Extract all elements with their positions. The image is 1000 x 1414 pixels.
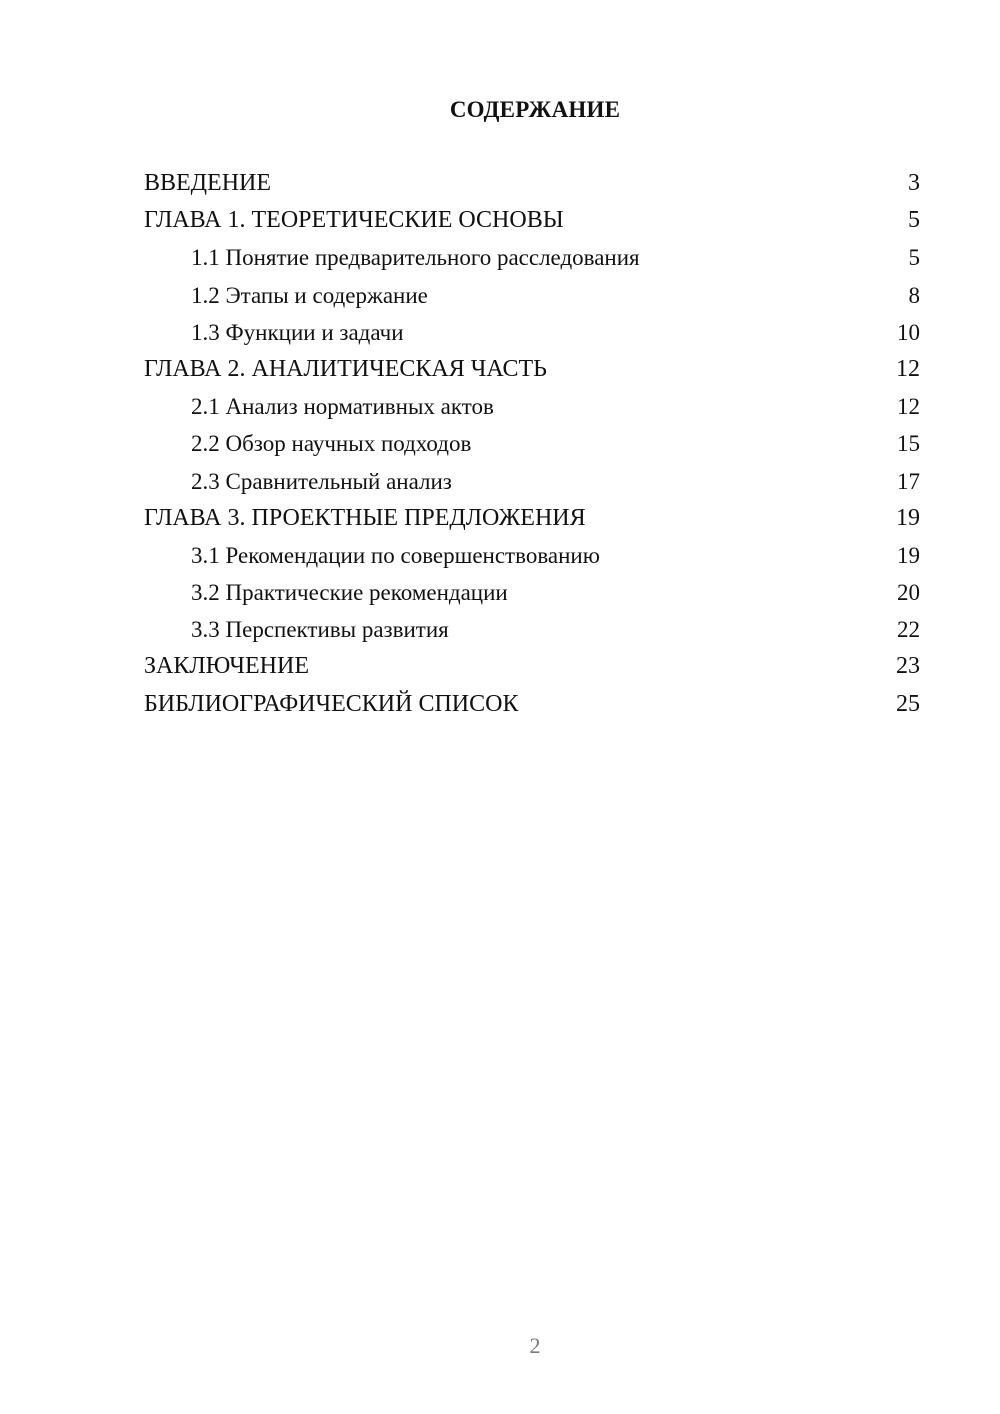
- toc-entry-label: 2.3 Сравнительный анализ: [191, 468, 452, 494]
- toc-entry-label: 1.3 Функции и задачи: [191, 319, 404, 345]
- toc-entry-chapter-3[interactable]: [144, 500, 920, 537]
- toc-title: СОДЕРЖАНИЕ: [449, 97, 621, 122]
- toc-entry-page: 22: [897, 617, 920, 643]
- toc-entry-section-1-1[interactable]: [144, 239, 920, 276]
- toc-entry-page: 3: [908, 170, 920, 196]
- toc-entry-label: ВВЕДЕНИЕ: [144, 170, 272, 196]
- toc-entry-page: 15: [897, 431, 920, 457]
- toc-entry-section-1-3[interactable]: [144, 314, 920, 351]
- toc-entry-label: 1.2 Этапы и содержание: [191, 282, 428, 308]
- page-number: 2: [529, 1333, 541, 1358]
- toc-entry-chapter-2[interactable]: [144, 351, 920, 388]
- toc-entry-section-3-1[interactable]: [144, 537, 920, 574]
- toc-entry-page: 25: [896, 690, 920, 717]
- toc-entry-label: 2.2 Обзор научных подходов: [191, 431, 472, 457]
- toc-entry-page: 10: [897, 319, 920, 345]
- toc-entry-label: 1.1 Понятие предварительного расследования: [191, 245, 640, 271]
- toc-entry-section-2-2[interactable]: [144, 425, 920, 462]
- toc-entry-label: 3.3 Перспективы развития: [191, 617, 449, 643]
- toc-entry-label: 3.1 Рекомендации по совершенствованию: [191, 542, 600, 568]
- toc-entry-label: БИБЛИОГРАФИЧЕСКИЙ СПИСОК: [144, 690, 519, 717]
- toc-entry-section-2-3[interactable]: [144, 463, 920, 500]
- toc-entry-page: 19: [897, 542, 920, 568]
- toc-entry-page: 23: [896, 653, 920, 680]
- toc-entry-bibliography[interactable]: [144, 686, 920, 723]
- table-of-contents: [144, 165, 920, 723]
- toc-entry-page: 8: [908, 282, 920, 308]
- toc-entry-label: ГЛАВА 1. ТЕОРЕТИЧЕСКИЕ ОСНОВЫ: [144, 207, 564, 234]
- toc-entry-page: 12: [897, 394, 920, 420]
- toc-entry-label: 2.1 Анализ нормативных актов: [191, 394, 494, 420]
- toc-entry-chapter-1[interactable]: [144, 202, 920, 239]
- toc-entry-section-3-2[interactable]: [144, 574, 920, 611]
- toc-entry-introduction[interactable]: [144, 165, 920, 202]
- toc-entry-conclusion[interactable]: [144, 648, 920, 685]
- toc-entry-page: 19: [896, 504, 920, 531]
- toc-entry-section-2-1[interactable]: [144, 388, 920, 425]
- toc-entry-label: ГЛАВА 2. АНАЛИТИЧЕСКАЯ ЧАСТЬ: [144, 355, 547, 382]
- toc-entry-label: ЗАКЛЮЧЕНИЕ: [144, 653, 309, 680]
- toc-entry-page: 12: [896, 355, 920, 382]
- toc-entry-label: 3.2 Практические рекомендации: [191, 580, 508, 606]
- toc-entry-page: 17: [897, 468, 920, 494]
- toc-entry-label: ГЛАВА 3. ПРОЕКТНЫЕ ПРЕДЛОЖЕНИЯ: [144, 504, 586, 531]
- toc-entry-section-1-2[interactable]: [144, 277, 920, 314]
- toc-entry-page: 5: [908, 207, 920, 234]
- toc-entry-page: 20: [897, 580, 920, 606]
- toc-entry-page: 5: [908, 245, 920, 271]
- toc-entry-section-3-3[interactable]: [144, 611, 920, 648]
